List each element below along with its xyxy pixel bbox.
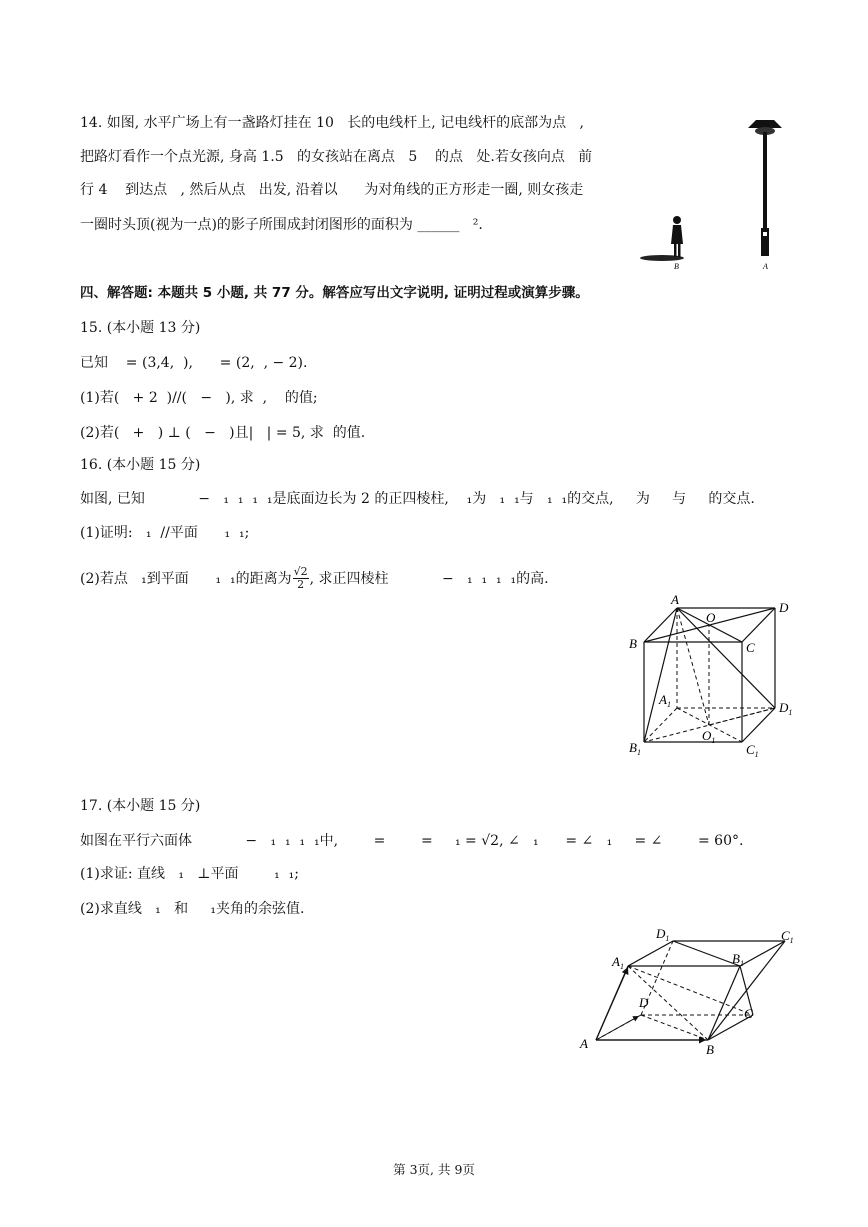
- label-a: A: [763, 262, 768, 271]
- q15-title: 15. (本小题 13 分): [80, 320, 201, 336]
- vertex-a: A: [580, 1036, 588, 1051]
- vertex-d1: $D_1$: [779, 700, 793, 717]
- label-b: B: [674, 262, 679, 271]
- point-o: O: [706, 610, 716, 625]
- q17-part1: (1)求证: 直线 ₁ ⊥平面 ₁ ₁;: [80, 866, 299, 882]
- street-lamp-icon: [748, 120, 782, 256]
- section-heading: 四、解答题: 本题共 5 小题, 共 77 分。解答应写出文字说明, 证明过程或演算步骤。: [80, 285, 589, 301]
- q17-title: 17. (本小题 15 分): [80, 798, 201, 814]
- vertex-c: C: [744, 1006, 753, 1021]
- shadow-mark: [640, 255, 684, 261]
- q16-title: 16. (本小题 15 分): [80, 457, 201, 473]
- q16-part2: [80, 566, 549, 591]
- vertex-a: A: [671, 592, 679, 607]
- vertex-d1: $D_1$: [656, 926, 670, 943]
- vertex-b1: $B_1$: [629, 740, 641, 757]
- fraction-numerator: √2: [293, 565, 308, 578]
- page-footer: 第 3页, 共 9页: [393, 1162, 475, 1177]
- girl-icon: [671, 216, 683, 257]
- q14-line3: 行 4 到达点 , 然后从点 出发, 沿着以 为对角线的正方形走一圈, 则女孩走: [80, 182, 584, 198]
- q14-figure: [630, 112, 790, 274]
- q14-line4: 一圈时头顶(视为一点)的影子所围成封闭图形的面积为 ______ ².: [80, 217, 483, 233]
- vertex-c: C: [746, 640, 755, 655]
- q17-part2: (2)求直线 ₁ 和 ₁夹角的余弦值.: [80, 901, 305, 917]
- q15-part2: (2)若( + ) ⊥ ( − )且| | = 5, 求 的值.: [80, 425, 366, 441]
- fraction: [293, 566, 309, 591]
- vertex-c1: $C_1$: [746, 742, 759, 759]
- point-o1: $O_1$: [702, 728, 716, 745]
- vertex-d: D: [639, 995, 649, 1010]
- vertex-b: B: [706, 1042, 714, 1057]
- q16-given: 如图, 已知 − ₁ ₁ ₁ ₁是底面边长为 2 的正四棱柱, ₁为 ₁ ₁与 ₁ ₁的交点, 为 与 的交点.: [80, 491, 755, 507]
- q16-part1: (1)证明: ₁ //平面 ₁ ₁;: [80, 525, 250, 541]
- q17-given: 如图在平行六面体 − ₁ ₁ ₁ ₁中, = = ₁ = √2, ∠ ₁ = ∠ ₁ = ∠ = 60°.: [80, 833, 744, 849]
- q16-part2-text-b: , 求正四棱柱 − ₁ ₁ ₁ ₁的高.: [309, 570, 549, 587]
- q17-figure: [576, 924, 798, 1058]
- q15-given: 已知 = (3,4, ), = (2, , − 2).: [80, 355, 308, 371]
- q15-part1: (1)若( + 2 )//( − ), 求 , 的值;: [80, 390, 318, 406]
- vertex-c1: $C_1$: [781, 928, 794, 945]
- vertex-a1: $A_1$: [612, 954, 624, 971]
- q16-part2-text-a: (2)若点 ₁到平面 ₁ ₁的距离为: [80, 570, 292, 587]
- vertex-d: D: [779, 600, 789, 615]
- q14-line2: 把路灯看作一个点光源, 身高 1.5 的女孩站在离点 5 的点 处.若女孩向点 前: [80, 149, 593, 165]
- vertex-b1: $B_1$: [732, 951, 744, 968]
- vertex-b: B: [629, 636, 637, 651]
- vertex-a1: $A_1$: [659, 692, 671, 709]
- q14-line1: 14. 如图, 水平广场上有一盏路灯挂在 10 长的电线杆上, 记电线杆的底部为点 ,: [80, 115, 584, 131]
- fraction-denominator: 2: [297, 578, 305, 591]
- q16-figure: [625, 592, 800, 764]
